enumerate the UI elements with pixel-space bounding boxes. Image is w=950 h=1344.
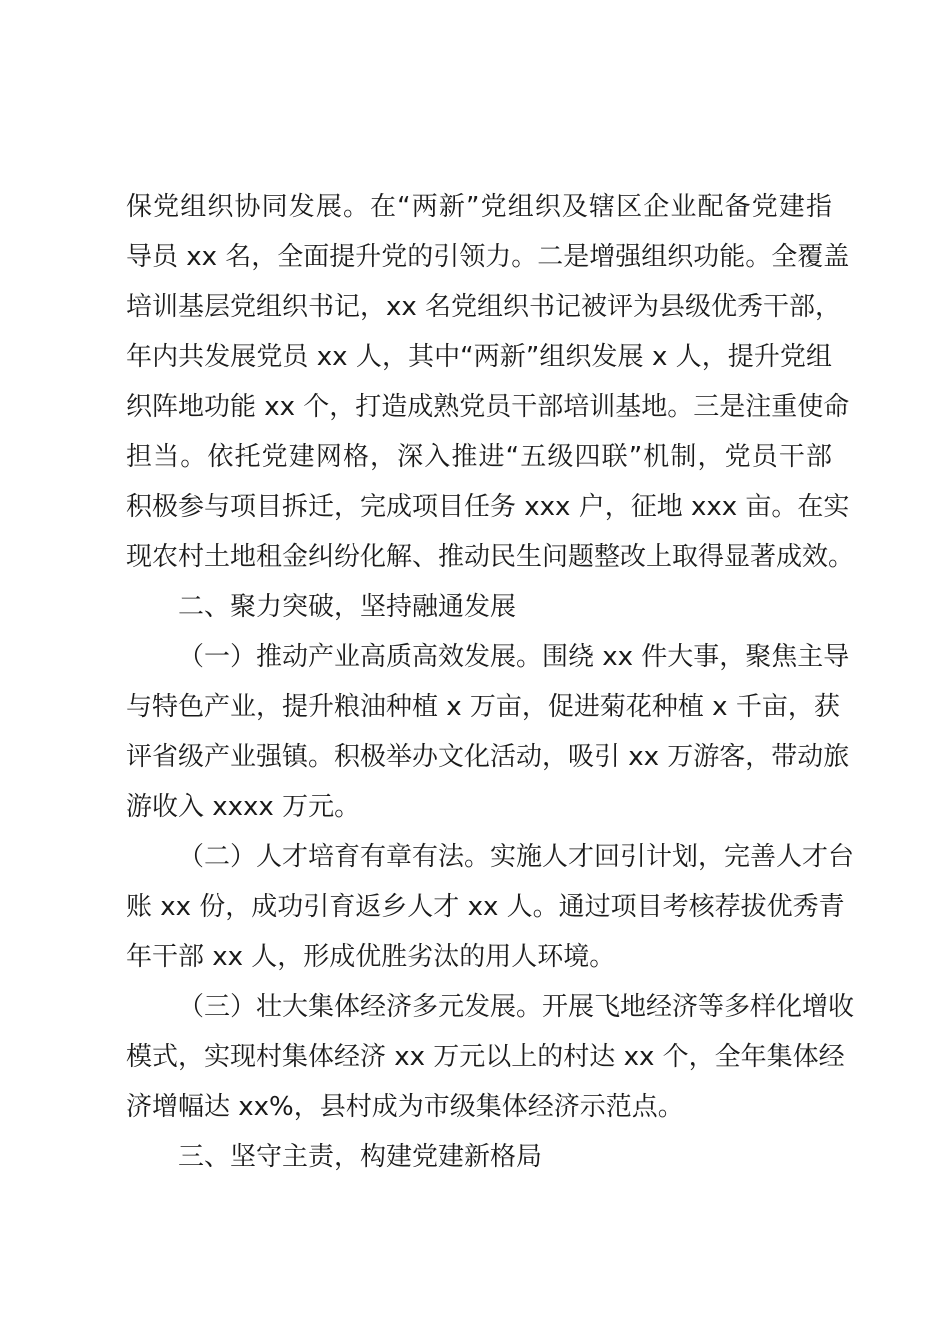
paragraph-talent	[126, 832, 855, 982]
text-line: 年干部 xx 人，形成优胜劣汰的用人环境。	[126, 942, 616, 972]
text-line: （二）人才培育有章有法。实施人才回引计划，完善人才台	[178, 842, 855, 872]
document-body	[126, 182, 855, 1182]
paragraph-org-development	[126, 182, 855, 582]
paragraph-industry	[126, 632, 850, 832]
paragraph-collective-economy	[126, 982, 855, 1132]
text-line: 现农村土地租金纠纷化解、推动民生问题整改上取得显著成效。	[126, 542, 855, 572]
text-line: 织阵地功能 xx 个，打造成熟党员干部培训基地。三是注重使命	[126, 392, 850, 422]
section-heading-two	[126, 582, 832, 632]
text-line: （三）壮大集体经济多元发展。开展飞地经济等多样化增收	[178, 992, 855, 1022]
text-line: 评省级产业强镇。积极举办文化活动，吸引 xx 万游客，带动旅	[126, 742, 850, 772]
text-line: 济增幅达 xx%，县村成为市级集体经济示范点。	[126, 1092, 684, 1122]
text-line: 账 xx 份，成功引育返乡人才 xx 人。通过项目考核荐拔优秀青	[126, 892, 845, 922]
text-line: 担当。依托党建网格，深入推进“五级四联”机制，党员干部	[126, 442, 832, 472]
heading-line: 三、坚守主责，构建党建新格局	[178, 1142, 543, 1172]
text-line: 游收入 xxxx 万元。	[126, 792, 361, 822]
text-line: 模式，实现村集体经济 xx 万元以上的村达 xx 个，全年集体经	[126, 1042, 845, 1072]
text-line: 年内共发展党员 xx 人，其中“两新”组织发展 x 人，提升党组	[126, 342, 832, 372]
text-line: 导员 xx 名，全面提升党的引领力。二是增强组织功能。全覆盖	[126, 242, 850, 272]
section-heading-three	[126, 1132, 832, 1182]
text-line: 与特色产业，提升粮油种植 x 万亩，促进菊花种植 x 千亩，获	[126, 692, 840, 722]
text-line: 培训基层党组织书记，xx 名党组织书记被评为县级优秀干部，	[126, 292, 842, 322]
text-line: （一）推动产业高质高效发展。围绕 xx 件大事，聚焦主导	[178, 642, 850, 672]
text-line: 积极参与项目拆迁，完成项目任务 xxx 户，征地 xxx 亩。在实	[126, 492, 850, 522]
heading-line: 二、聚力突破，坚持融通发展	[178, 592, 517, 622]
text-line: 保党组织协同发展。在“两新”党组织及辖区企业配备党建指	[126, 192, 832, 222]
